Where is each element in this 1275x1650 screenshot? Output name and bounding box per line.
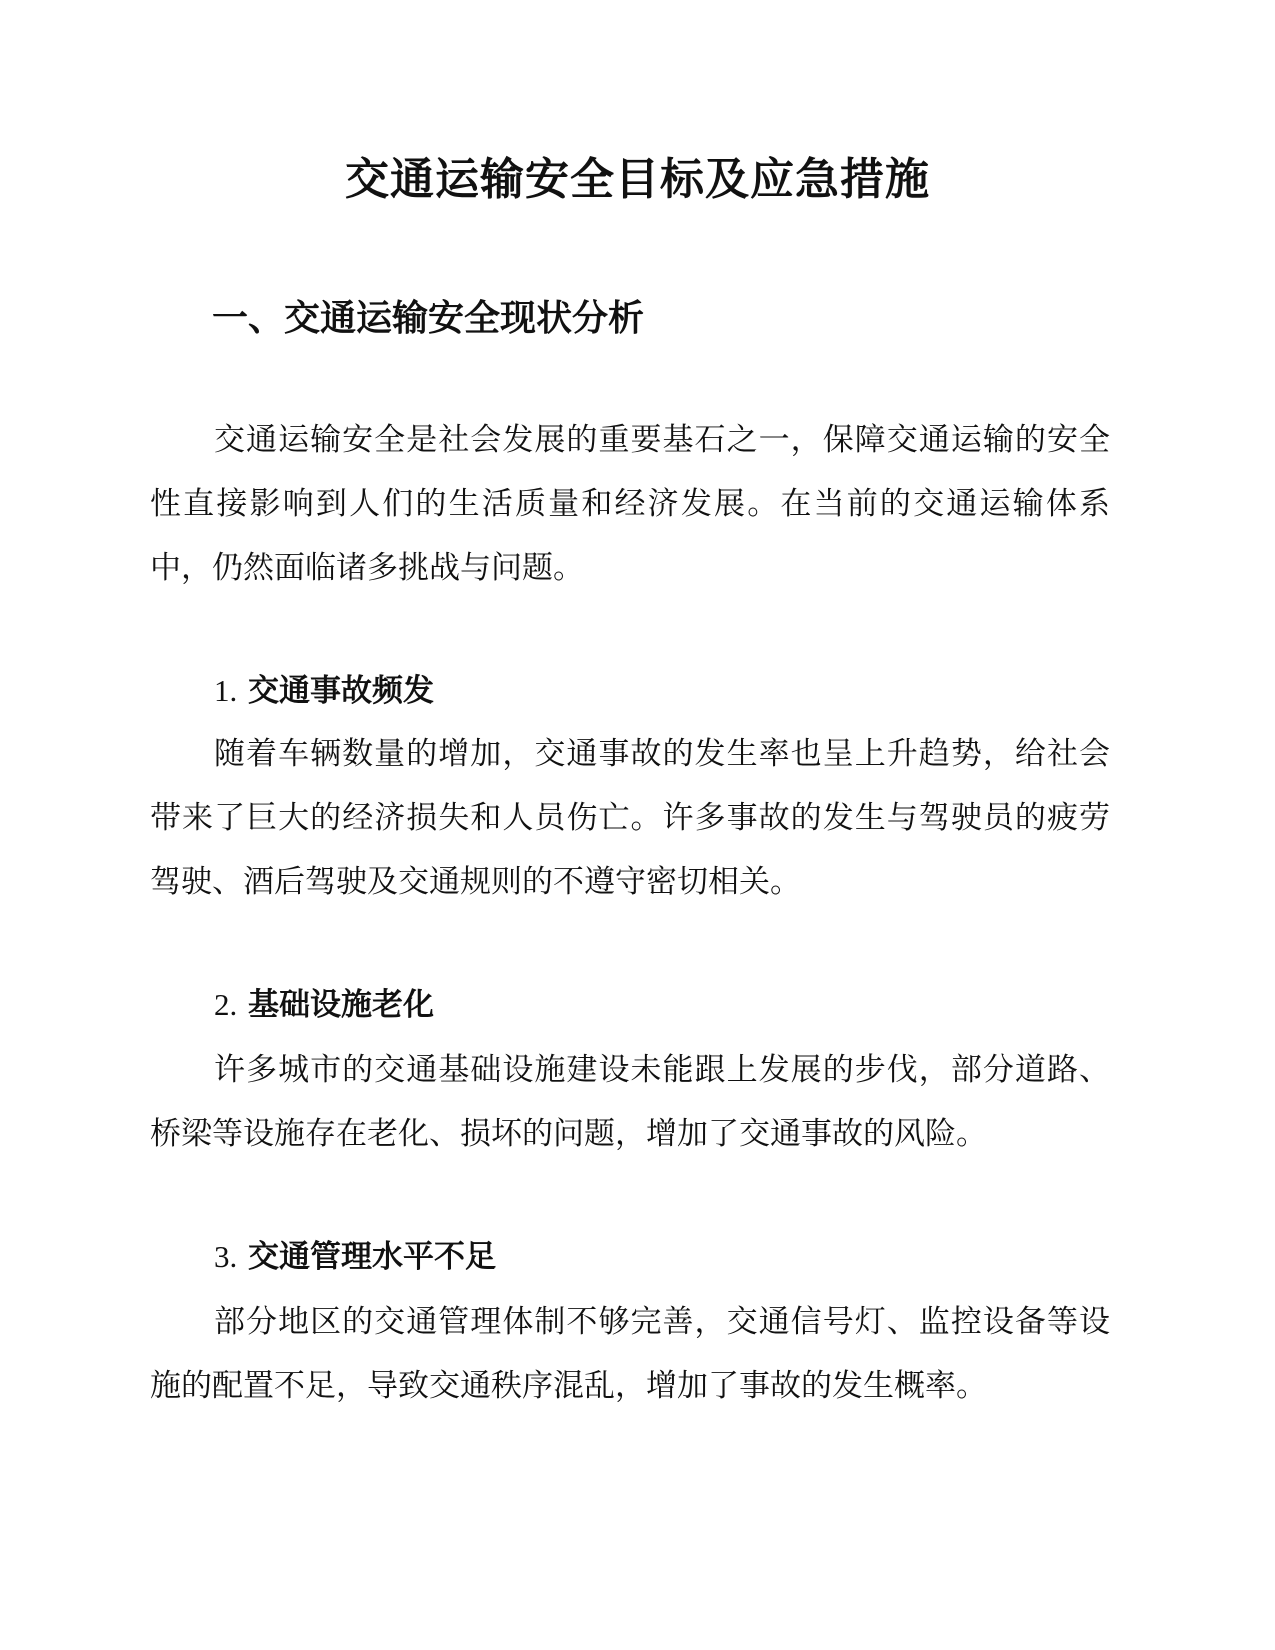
subheading-1 <box>214 666 434 716</box>
intro-paragraph: 交通运输安全是社会发展的重要基石之一，保障交通运输的安全性直接影响到人们的生活质量和经济发展。在当前的交通运输体系中，仍然面临诸多挑战与问题。 <box>150 422 1110 586</box>
subheading-title: 基础设施老化 <box>248 987 435 1023</box>
item-3-paragraph: 部分地区的交通管理体制不够完善，交通信号灯、监控设备等设施的配置不足，导致交通秩序混乱，增加了事故的发生概率。 <box>150 1304 1110 1404</box>
document-title: 交通运输安全目标及应急措施 <box>345 154 930 205</box>
subheading-title: 交通事故频发 <box>248 673 435 709</box>
item-2-paragraph: 许多城市的交通基础设施建设未能跟上发展的步伐，部分道路、桥梁等设施存在老化、损坏的问题，增加了交通事故的风险。 <box>150 1052 1110 1152</box>
subheading-3 <box>214 1232 496 1282</box>
section-heading: 一、交通运输安全现状分析 <box>212 298 645 339</box>
item-1-paragraph: 随着车辆数量的增加，交通事故的发生率也呈上升趋势，给社会带来了巨大的经济损失和人员伤亡。许多事故的发生与驾驶员的疲劳驾驶、酒后驾驶及交通规则的不遵守密切相关。 <box>150 736 1110 900</box>
subheading-2 <box>214 980 434 1030</box>
subheading-title: 交通管理水平不足 <box>248 1239 497 1275</box>
subheading-number: 2. <box>214 987 238 1022</box>
subheading-number: 3. <box>214 1239 238 1274</box>
subheading-number: 1. <box>214 673 238 708</box>
